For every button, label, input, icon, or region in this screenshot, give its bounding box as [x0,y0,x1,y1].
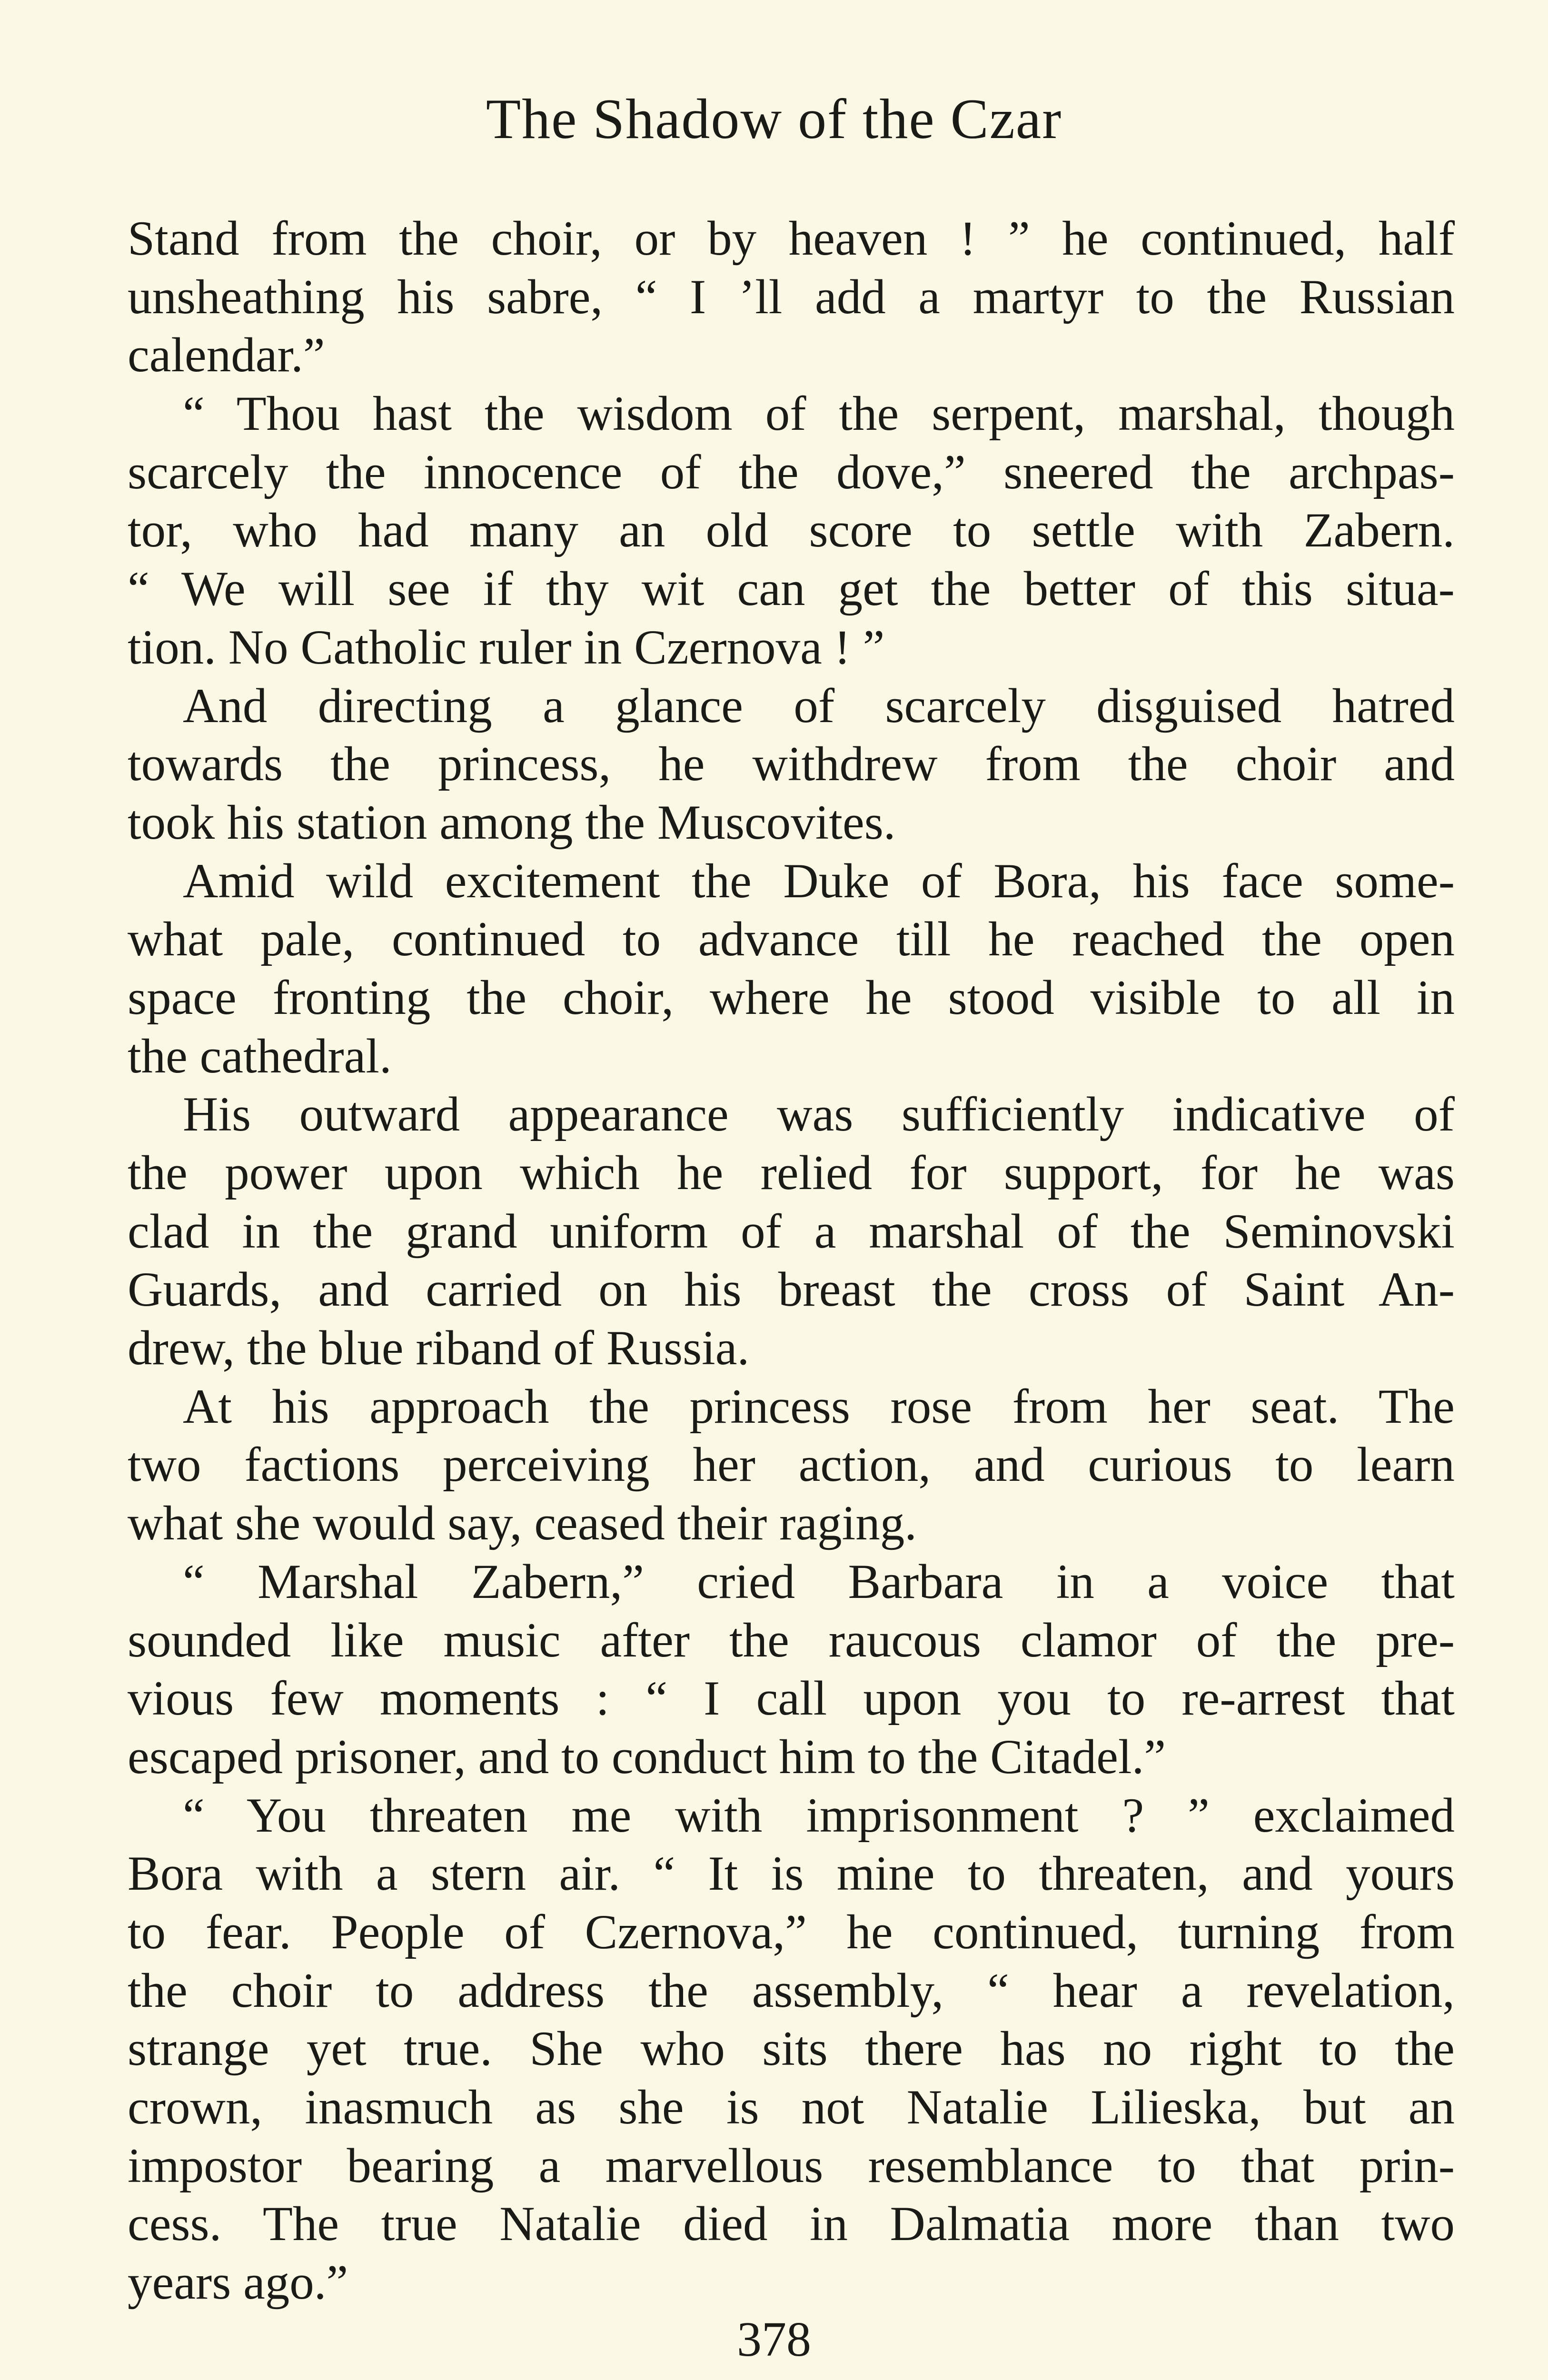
text-line: strange yet true. She who sits there has no right to the [128,2022,1455,2076]
text-line: drew, the blue riband of Russia. [128,1321,750,1376]
text-line: the cathedral. [128,1029,392,1083]
text-line: Amid wild excitement the Duke of Bora, his face some- [183,853,1455,908]
text-line: the power upon which he relied for support, for he was [128,1146,1455,1200]
text-line: And directing a glance of scarcely disguised hatred [183,678,1455,733]
text-line: Guards, and carried on his breast the cross of Saint An- [128,1262,1455,1317]
text-line: what she would say, ceased their raging. [128,1496,917,1551]
page-number: 378 [737,2312,811,2367]
text-line: crown, inasmuch as she is not Natalie Lilieska, but an [128,2080,1455,2134]
text-line: the choir to address the assembly, “ hear a revelation, [128,1963,1455,2018]
text-line: sounded like music after the raucous clamor of the pre- [128,1613,1455,1667]
text-line: “ You threaten me with imprisonment ? ” exclaimed [183,1788,1455,1843]
text-line: years ago.” [128,2255,348,2310]
text-line: cess. The true Natalie died in Dalmatia more than two [128,2197,1455,2251]
text-line: took his station among the Muscovites. [128,795,896,850]
body-text [128,209,1455,2312]
text-line: Stand from the choir, or by heaven ! ” he continued, half [128,211,1455,266]
text-line: two factions perceiving her action, and curious to learn [128,1438,1455,1492]
text-line: towards the princess, he withdrew from the choir and [128,737,1455,792]
text-line: scarcely the innocence of the dove,” sneered the archpas- [128,445,1455,499]
text-line: what pale, continued to advance till he reached the open [128,912,1455,967]
text-line: escaped prisoner, and to conduct him to the Citadel.” [128,1729,1166,1784]
text-line: At his approach the princess rose from her seat. The [183,1379,1455,1434]
text-line: unsheathing his sabre, “ I ’ll add a martyr to the Russian [128,269,1455,324]
text-line: tor, who had many an old score to settle with Zabern. [128,503,1455,558]
text-line: clad in the grand uniform of a marshal of the Seminovski [128,1204,1455,1259]
text-line: space fronting the choir, where he stood visible to all in [128,970,1455,1025]
text-line: impostor bearing a marvellous resemblance to that prin- [128,2138,1455,2193]
text-line: vious few moments : “ I call upon you to re-arrest that [128,1671,1455,1726]
text-line: “ We will see if thy wit can get the better of this situa- [128,562,1455,616]
text-line: calendar.” [128,328,325,383]
text-line: Bora with a stern air. “ It is mine to threaten, and yours [128,1846,1455,1901]
text-line: tion. No Catholic ruler in Czernova ! ” [128,620,885,674]
text-line: His outward appearance was sufficiently indicative of [183,1087,1455,1142]
text-line: “ Thou hast the wisdom of the serpent, marshal, though [183,387,1455,441]
running-head: The Shadow of the Czar [486,87,1062,150]
text-line: “ Marshal Zabern,” cried Barbara in a voice that [183,1554,1455,1609]
text-line: to fear. People of Czernova,” he continued, turning from [128,1904,1455,1959]
